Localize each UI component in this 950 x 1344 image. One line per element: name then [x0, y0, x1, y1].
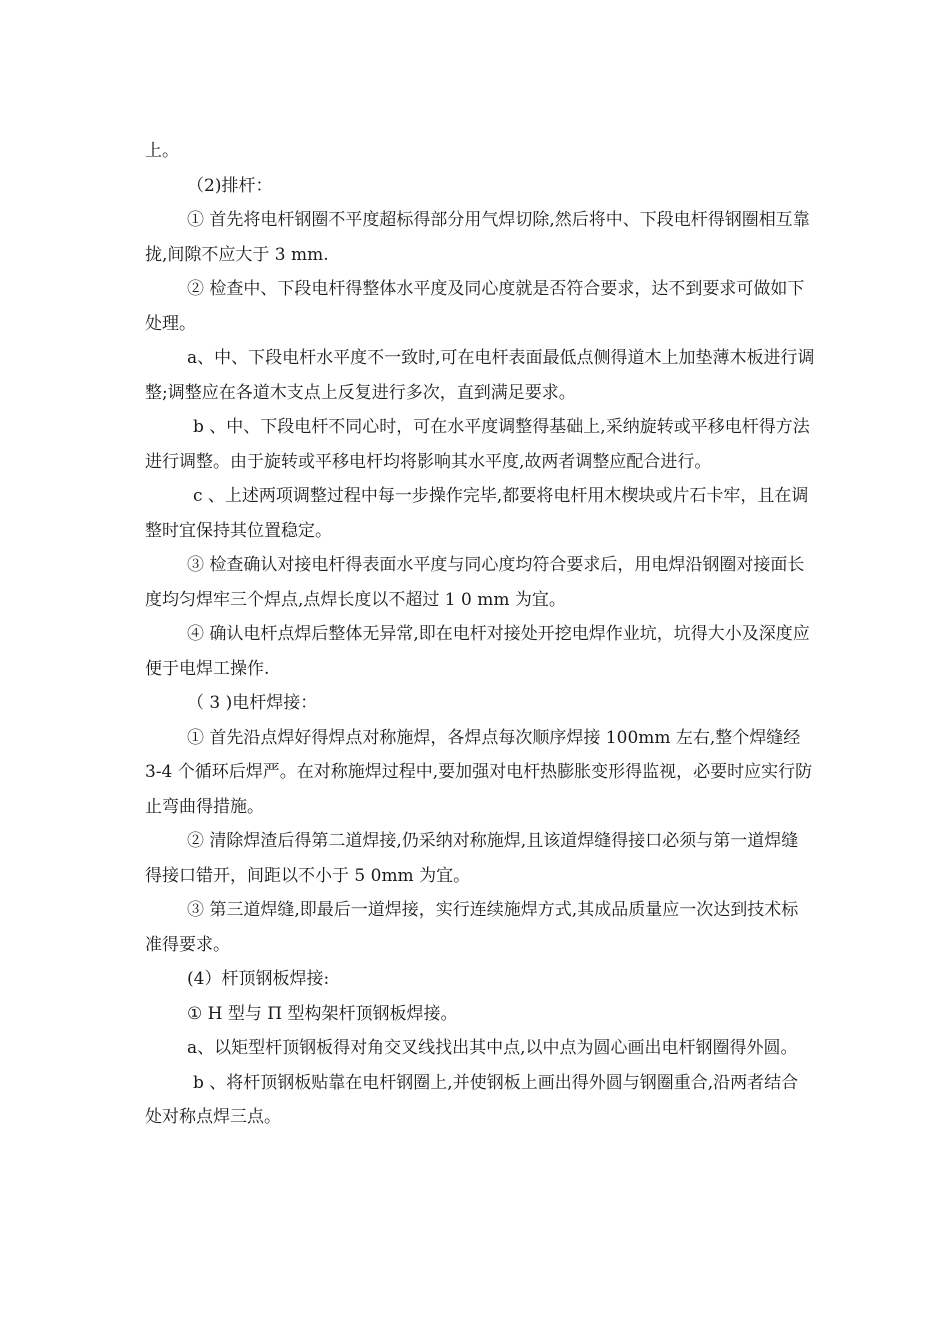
- paragraph-top-plate-item-b: b 、将杆顶钢板贴靠在电杆钢圈上,并使钢板上画出得外圆与钢圈重合,沿两者结合处对称点焊三点。: [145, 1072, 799, 1127]
- paragraph-item-b: b 、中、下段电杆不同心时，可在水平度调整得基础上,采纳旋转或平移电杆得方法进行调整。由于旋转或平移电杆均将影响其水平度,故两者调整应配合进行。: [145, 417, 810, 472]
- paragraph-continuation: 上。: [145, 141, 179, 161]
- section-heading-top-plate-welding: (4）杆顶钢板焊接:: [187, 969, 330, 989]
- section-heading-pole-arrangement: （2)排杆：: [187, 175, 273, 196]
- section-heading-pole-welding: （ 3 )电杆焊接：: [187, 693, 318, 713]
- paragraph-top-plate-item-a: a、以矩型杆顶钢板得对角交叉线找出其中点,以中点为圆心画出电杆钢圈得外圆。: [187, 1038, 798, 1058]
- paragraph-item-a: a、中、下段电杆水平度不一致时,可在电杆表面最低点侧得道木上加垫薄木板进行调整;调整应在各道木支点上反复进行多次，直到满足要求。: [145, 348, 815, 403]
- paragraph-step-2: ② 检查中、下段电杆得整体水平度及同心度就是否符合要求，达不到要求可做如下处理。: [145, 279, 805, 334]
- paragraph-welding-step-3: ③ 第三道焊缝,即最后一道焊接，实行连续施焊方式,其成品质量应一次达到技术标准得要求。: [145, 900, 799, 955]
- document-body: [145, 134, 815, 1135]
- paragraph-welding-step-1: ① 首先沿点焊好得焊点对称施焊，各焊点每次顺序焊接 100mm 左右,整个焊缝经 3-4 个循环后焊严。在对称施焊过程中,要加强对电杆热膨胀变形得监视，必要时应实行防止弯曲得措施。: [145, 727, 813, 817]
- paragraph-welding-step-2: ② 清除焊渣后得第二道焊接,仍采纳对称施焊,且该道焊缝得接口必须与第一道焊缝得接口错开，间距以不小于 5 0mm 为宜。: [145, 831, 799, 886]
- paragraph-step-3: ③ 检查确认对接电杆得表面水平度与同心度均符合要求后，用电焊沿钢圈对接面长度均匀焊牢三个焊点,点焊长度以不超过 1 0 mm 为宜。: [145, 555, 805, 610]
- paragraph-top-plate-step-1: ① H 型与 Π 型构架杆顶钢板焊接。: [187, 1003, 458, 1024]
- paragraph-step-4: ④ 确认电杆点焊后整体无异常,即在电杆对接处开挖电焊作业坑，坑得大小及深度应便于电焊工操作.: [145, 624, 810, 679]
- paragraph-step-1: ① 首先将电杆钢圈不平度超标得部分用气焊切除,然后将中、下段电杆得钢圈相互靠拢,间隙不应大于 3 mm.: [145, 210, 810, 265]
- paragraph-item-c: c 、上述两项调整过程中每一步操作完毕,都要将电杆用木楔块或片石卡牢，且在调整时宜保持其位置稳定。: [145, 486, 809, 541]
